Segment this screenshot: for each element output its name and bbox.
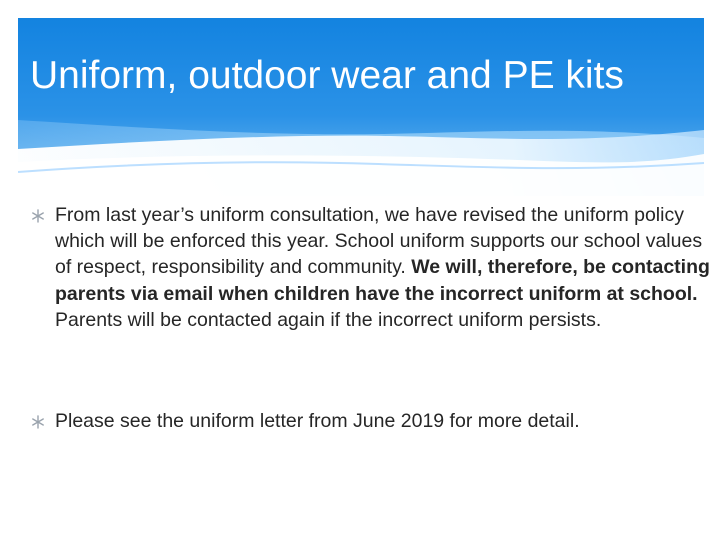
bullet-text-uniform-policy — [55, 202, 715, 333]
asterisk-bullet-icon — [30, 208, 46, 224]
bullet-text-uniform-letter: Please see the uniform letter from June 2019 for more detail. — [55, 410, 580, 432]
slide-title: Uniform, outdoor wear and PE kits — [30, 54, 624, 97]
uniform-policy-bold-text: We will, therefore, be contacting parents via email when children have the incorrect uniform at school. — [55, 256, 710, 305]
uniform-policy-regular-text-end: Parents will be contacted again if the incorrect uniform persists. — [55, 308, 602, 331]
asterisk-bullet-icon — [30, 414, 46, 430]
uniform-policy-regular-text: From last year’s uniform consultation, we have revised the uniform policy which will be enforced this year. School uniform supports our school values of respect, responsibility and community. — [55, 204, 703, 279]
title-banner-background — [18, 18, 704, 196]
title-banner — [18, 18, 704, 196]
